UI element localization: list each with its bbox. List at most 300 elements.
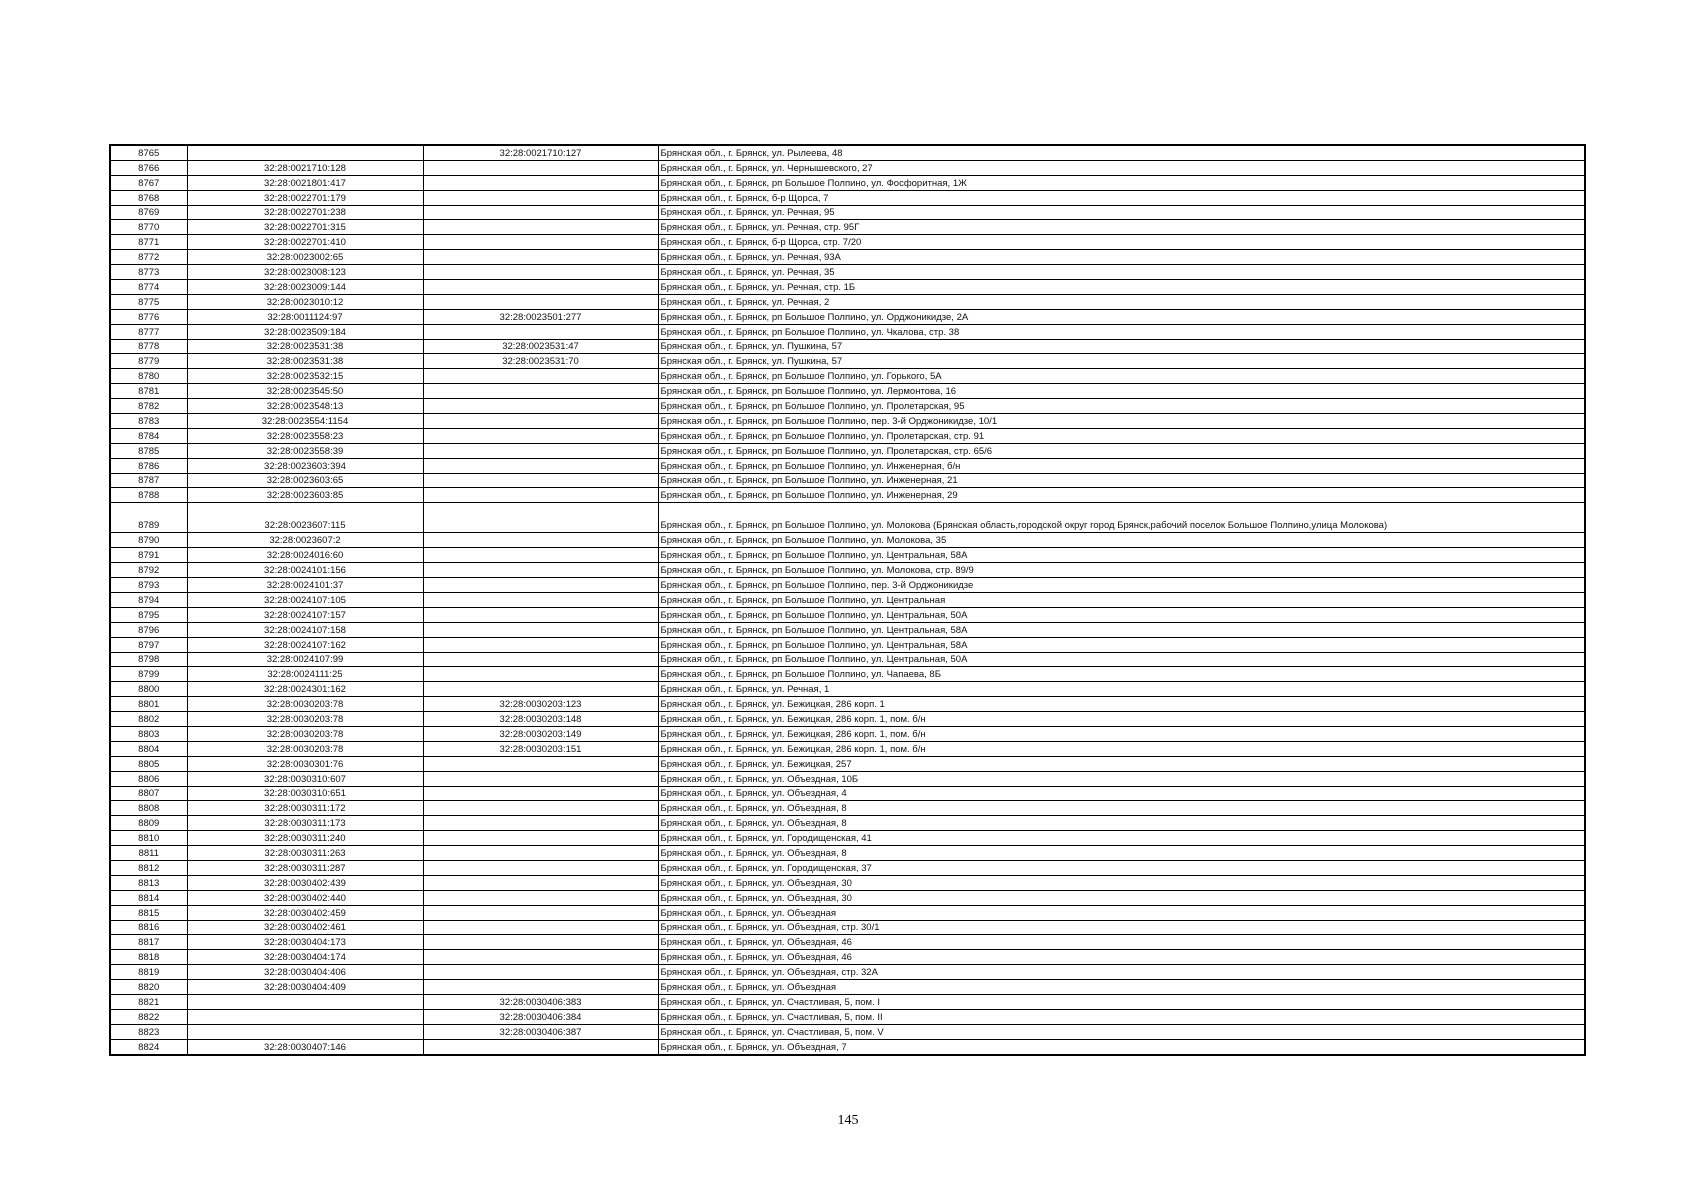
address-cell: Брянская обл., г. Брянск, ул. Чернышевского, 27 <box>658 160 1585 175</box>
building-number-cell: 32:28:0021710:127 <box>423 145 658 160</box>
row-number-cell: 8808 <box>110 801 187 816</box>
building-number-cell: 32:28:0030203:148 <box>423 712 658 727</box>
address-cell: Брянская обл., г. Брянск, рп Большое Полпино, пер. 3-й Орджоникидзе <box>658 578 1585 593</box>
address-cell: Брянская обл., г. Брянск, рп Большое Полпино, ул. Центральная, 58А <box>658 637 1585 652</box>
building-number-cell: 32:28:0023531:47 <box>423 339 658 354</box>
table-row <box>110 414 1585 429</box>
table-row <box>110 875 1585 890</box>
building-number-cell <box>423 235 658 250</box>
cadastral-number-cell: 32:28:0024101:37 <box>187 578 423 593</box>
cadastral-number-cell: 32:28:0023558:23 <box>187 428 423 443</box>
row-number-cell: 8783 <box>110 414 187 429</box>
address-cell: Брянская обл., г. Брянск, рп Большое Полпино, ул. Инженерная, 21 <box>658 473 1585 488</box>
row-number-cell: 8797 <box>110 637 187 652</box>
address-cell: Брянская обл., г. Брянск, ул. Городищенская, 37 <box>658 860 1585 875</box>
cadastral-number-cell: 32:28:0030311:172 <box>187 801 423 816</box>
cadastral-number-cell: 32:28:0030404:173 <box>187 935 423 950</box>
row-number-cell: 8804 <box>110 741 187 756</box>
cadastral-number-cell: 32:28:0011124:97 <box>187 309 423 324</box>
building-number-cell <box>423 443 658 458</box>
table-row <box>110 950 1585 965</box>
address-cell: Брянская обл., г. Брянск, ул. Объездная, 46 <box>658 935 1585 950</box>
address-cell: Брянская обл., г. Брянск, рп Большое Полпино, ул. Центральная <box>658 592 1585 607</box>
table-row <box>110 965 1585 980</box>
cadastral-number-cell: 32:28:0030311:263 <box>187 846 423 861</box>
address-cell: Брянская обл., г. Брянск, ул. Объездная <box>658 905 1585 920</box>
row-number-cell: 8780 <box>110 369 187 384</box>
building-number-cell <box>423 503 658 533</box>
address-cell: Брянская обл., г. Брянск, рп Большое Полпино, ул. Молокова, 35 <box>658 533 1585 548</box>
address-cell: Брянская обл., г. Брянск, ул. Объездная, стр. 32А <box>658 965 1585 980</box>
row-number-cell: 8769 <box>110 205 187 220</box>
cadastral-number-cell: 32:28:0023607:2 <box>187 533 423 548</box>
cadastral-number-cell: 32:28:0024107:157 <box>187 607 423 622</box>
building-number-cell <box>423 533 658 548</box>
table-row <box>110 994 1585 1009</box>
row-number-cell: 8802 <box>110 712 187 727</box>
table-row <box>110 250 1585 265</box>
cadastral-number-cell: 32:28:0023545:50 <box>187 384 423 399</box>
row-number-cell: 8775 <box>110 294 187 309</box>
row-number-cell: 8772 <box>110 250 187 265</box>
cadastral-number-cell: 32:28:0024107:162 <box>187 637 423 652</box>
table-row <box>110 1039 1585 1054</box>
row-number-cell: 8816 <box>110 920 187 935</box>
cadastral-number-cell: 32:28:0024101:156 <box>187 563 423 578</box>
row-number-cell: 8796 <box>110 622 187 637</box>
building-number-cell <box>423 250 658 265</box>
row-number-cell: 8820 <box>110 980 187 995</box>
row-number-cell: 8806 <box>110 771 187 786</box>
table-row <box>110 860 1585 875</box>
table-row <box>110 309 1585 324</box>
table-row <box>110 622 1585 637</box>
row-number-cell: 8807 <box>110 786 187 801</box>
address-cell: Брянская обл., г. Брянск, рп Большое Полпино, ул. Чкалова, стр. 38 <box>658 324 1585 339</box>
row-number-cell: 8823 <box>110 1024 187 1039</box>
cadastral-number-cell: 32:28:0030301:76 <box>187 756 423 771</box>
row-number-cell: 8777 <box>110 324 187 339</box>
address-cell: Брянская обл., г. Брянск, ул. Бежицкая, 286 корп. 1, пом. б/н <box>658 741 1585 756</box>
address-cell: Брянская обл., г. Брянск, ул. Объездная, 8 <box>658 846 1585 861</box>
row-number-cell: 8819 <box>110 965 187 980</box>
cadastral-number-cell <box>187 1024 423 1039</box>
cadastral-number-cell: 32:28:0030402:439 <box>187 875 423 890</box>
row-number-cell: 8785 <box>110 443 187 458</box>
building-number-cell <box>423 175 658 190</box>
cadastral-number-cell <box>187 145 423 160</box>
address-cell: Брянская обл., г. Брянск, ул. Объездная, 8 <box>658 816 1585 831</box>
table-row <box>110 831 1585 846</box>
row-number-cell: 8767 <box>110 175 187 190</box>
table-row <box>110 369 1585 384</box>
table-row <box>110 667 1585 682</box>
cadastral-number-cell: 32:28:0022701:238 <box>187 205 423 220</box>
table-row <box>110 682 1585 697</box>
row-number-cell: 8817 <box>110 935 187 950</box>
table-row <box>110 265 1585 280</box>
address-cell: Брянская обл., г. Брянск, ул. Счастливая, 5, пом. I <box>658 994 1585 1009</box>
table-row <box>110 145 1585 160</box>
address-cell: Брянская обл., г. Брянск, ул. Речная, 93А <box>658 250 1585 265</box>
cadastral-number-cell: 32:28:0023509:184 <box>187 324 423 339</box>
row-number-cell: 8821 <box>110 994 187 1009</box>
cadastral-number-cell: 32:28:0023558:39 <box>187 443 423 458</box>
building-number-cell <box>423 458 658 473</box>
cadastral-number-cell: 32:28:0030402:461 <box>187 920 423 935</box>
building-number-cell <box>423 950 658 965</box>
address-cell: Брянская обл., г. Брянск, рп Большое Полпино, ул. Центральная, 58А <box>658 622 1585 637</box>
building-number-cell <box>423 756 658 771</box>
row-number-cell: 8784 <box>110 428 187 443</box>
cadastral-number-cell: 32:28:0030310:651 <box>187 786 423 801</box>
address-cell: Брянская обл., г. Брянск, ул. Счастливая, 5, пом. V <box>658 1024 1585 1039</box>
address-cell: Брянская обл., г. Брянск, ул. Объездная, 30 <box>658 875 1585 890</box>
address-cell: Брянская обл., г. Брянск, рп Большое Полпино, ул. Горького, 5А <box>658 369 1585 384</box>
row-number-cell: 8787 <box>110 473 187 488</box>
address-cell: Брянская обл., г. Брянск, рп Большое Полпино, ул. Инженерная, 29 <box>658 488 1585 503</box>
building-number-cell <box>423 846 658 861</box>
cadastral-number-cell: 32:28:0023603:394 <box>187 458 423 473</box>
row-number-cell: 8812 <box>110 860 187 875</box>
table-row <box>110 980 1585 995</box>
table-row <box>110 294 1585 309</box>
address-cell: Брянская обл., г. Брянск, ул. Речная, 95 <box>658 205 1585 220</box>
table-row <box>110 443 1585 458</box>
cadastral-number-cell: 32:28:0024107:105 <box>187 592 423 607</box>
table-row <box>110 637 1585 652</box>
address-cell: Брянская обл., г. Брянск, рп Большое Полпино, ул. Инженерная, б/н <box>658 458 1585 473</box>
address-cell: Брянская обл., г. Брянск, рп Большое Полпино, ул. Центральная, 50А <box>658 652 1585 667</box>
cadastral-number-cell: 32:28:0023002:65 <box>187 250 423 265</box>
row-number-cell: 8799 <box>110 667 187 682</box>
address-cell: Брянская обл., г. Брянск, рп Большое Полпино, ул. Орджоникидзе, 2А <box>658 309 1585 324</box>
address-cell: Брянская обл., г. Брянск, ул. Счастливая, 5, пом. II <box>658 1009 1585 1024</box>
table-row <box>110 726 1585 741</box>
row-number-cell: 8803 <box>110 726 187 741</box>
row-number-cell: 8771 <box>110 235 187 250</box>
cadastral-number-cell: 32:28:0024301:162 <box>187 682 423 697</box>
building-number-cell <box>423 816 658 831</box>
table-row <box>110 1024 1585 1039</box>
address-cell: Брянская обл., г. Брянск, ул. Объездная, 8 <box>658 801 1585 816</box>
building-number-cell: 32:28:0030203:151 <box>423 741 658 756</box>
row-number-cell: 8786 <box>110 458 187 473</box>
row-number-cell: 8766 <box>110 160 187 175</box>
building-number-cell <box>423 771 658 786</box>
cadastral-number-cell: 32:28:0030203:78 <box>187 697 423 712</box>
address-cell: Брянская обл., г. Брянск, рп Большое Полпино, ул. Пролетарская, 95 <box>658 399 1585 414</box>
table-row <box>110 697 1585 712</box>
table-row <box>110 190 1585 205</box>
building-number-cell <box>423 294 658 309</box>
table-row <box>110 846 1585 861</box>
building-number-cell <box>423 324 658 339</box>
row-number-cell: 8782 <box>110 399 187 414</box>
building-number-cell <box>423 414 658 429</box>
table-row <box>110 816 1585 831</box>
cadastral-number-cell: 32:28:0030311:173 <box>187 816 423 831</box>
table-row <box>110 458 1585 473</box>
cadastral-number-cell: 32:28:0030402:440 <box>187 890 423 905</box>
address-cell: Брянская обл., г. Брянск, ул. Пушкина, 57 <box>658 339 1585 354</box>
cadastral-number-cell: 32:28:0030402:459 <box>187 905 423 920</box>
building-number-cell <box>423 563 658 578</box>
cadastral-number-cell: 32:28:0030404:174 <box>187 950 423 965</box>
address-cell: Брянская обл., г. Брянск, ул. Бежицкая, 286 корп. 1, пом. б/н <box>658 726 1585 741</box>
address-cell: Брянская обл., г. Брянск, б-р Щорса, 7 <box>658 190 1585 205</box>
table-row <box>110 399 1585 414</box>
building-number-cell <box>423 980 658 995</box>
building-number-cell <box>423 920 658 935</box>
cadastral-number-cell: 32:28:0022701:179 <box>187 190 423 205</box>
building-number-cell <box>423 801 658 816</box>
cadastral-number-cell: 32:28:0030311:287 <box>187 860 423 875</box>
table-row <box>110 771 1585 786</box>
address-cell: Брянская обл., г. Брянск, ул. Объездная, 10Б <box>658 771 1585 786</box>
building-number-cell: 32:28:0030203:123 <box>423 697 658 712</box>
row-number-cell: 8781 <box>110 384 187 399</box>
address-cell: Брянская обл., г. Брянск, ул. Речная, 1 <box>658 682 1585 697</box>
row-number-cell: 8774 <box>110 280 187 295</box>
building-number-cell: 32:28:0030203:149 <box>423 726 658 741</box>
building-number-cell <box>423 786 658 801</box>
table-row <box>110 592 1585 607</box>
building-number-cell <box>423 473 658 488</box>
page-number: 145 <box>837 1113 859 1128</box>
building-number-cell <box>423 265 658 280</box>
cadastral-number-cell: 32:28:0021801:417 <box>187 175 423 190</box>
row-number-cell: 8788 <box>110 488 187 503</box>
row-number-cell: 8795 <box>110 607 187 622</box>
row-number-cell: 8811 <box>110 846 187 861</box>
address-cell: Брянская обл., г. Брянск, ул. Речная, стр. 1Б <box>658 280 1585 295</box>
cadastral-number-cell: 32:28:0030311:240 <box>187 831 423 846</box>
building-number-cell <box>423 488 658 503</box>
row-number-cell: 8805 <box>110 756 187 771</box>
table-row <box>110 339 1585 354</box>
table-row <box>110 801 1585 816</box>
address-cell: Брянская обл., г. Брянск, ул. Речная, 35 <box>658 265 1585 280</box>
address-cell: Брянская обл., г. Брянск, рп Большое Полпино, пер. 3-й Орджоникидзе, 10/1 <box>658 414 1585 429</box>
building-number-cell <box>423 667 658 682</box>
table-body <box>110 145 1585 1055</box>
cadastral-table <box>109 144 1586 1056</box>
address-cell: Брянская обл., г. Брянск, ул. Рылеева, 48 <box>658 145 1585 160</box>
table-row <box>110 920 1585 935</box>
address-cell: Брянская обл., г. Брянск, ул. Речная, 2 <box>658 294 1585 309</box>
table-row <box>110 503 1585 533</box>
address-cell: Брянская обл., г. Брянск, рп Большое Полпино, ул. Молокова, стр. 89/9 <box>658 563 1585 578</box>
building-number-cell <box>423 890 658 905</box>
address-cell: Брянская обл., г. Брянск, ул. Пушкина, 57 <box>658 354 1585 369</box>
building-number-cell <box>423 369 658 384</box>
cadastral-number-cell: 32:28:0023548:13 <box>187 399 423 414</box>
cadastral-number-cell: 32:28:0030407:146 <box>187 1039 423 1054</box>
building-number-cell <box>423 965 658 980</box>
table-row <box>110 712 1585 727</box>
row-number-cell: 8822 <box>110 1009 187 1024</box>
table-row <box>110 473 1585 488</box>
cadastral-number-cell <box>187 1009 423 1024</box>
building-number-cell <box>423 875 658 890</box>
cadastral-number-cell: 32:28:0023531:38 <box>187 339 423 354</box>
building-number-cell <box>423 652 658 667</box>
building-number-cell <box>423 935 658 950</box>
building-number-cell <box>423 428 658 443</box>
table-row <box>110 563 1585 578</box>
table-row <box>110 354 1585 369</box>
table-row <box>110 235 1585 250</box>
cadastral-number-cell: 32:28:0023607:115 <box>187 503 423 533</box>
building-number-cell <box>423 905 658 920</box>
cadastral-number-cell: 32:28:0030203:78 <box>187 726 423 741</box>
cadastral-number-cell: 32:28:0023603:65 <box>187 473 423 488</box>
address-cell: Брянская обл., г. Брянск, ул. Речная, стр. 95Г <box>658 220 1585 235</box>
row-number-cell: 8770 <box>110 220 187 235</box>
building-number-cell: 32:28:0030406:387 <box>423 1024 658 1039</box>
table-row <box>110 890 1585 905</box>
table-row <box>110 935 1585 950</box>
row-number-cell: 8773 <box>110 265 187 280</box>
building-number-cell <box>423 682 658 697</box>
building-number-cell <box>423 592 658 607</box>
cadastral-number-cell: 32:28:0023008:123 <box>187 265 423 280</box>
row-number-cell: 8815 <box>110 905 187 920</box>
table-row <box>110 1009 1585 1024</box>
address-cell: Брянская обл., г. Брянск, рп Большое Полпино, ул. Пролетарская, стр. 65/6 <box>658 443 1585 458</box>
row-number-cell: 8765 <box>110 145 187 160</box>
address-cell: Брянская обл., г. Брянск, рп Большое Полпино, ул. Чапаева, 8Б <box>658 667 1585 682</box>
building-number-cell <box>423 280 658 295</box>
building-number-cell <box>423 607 658 622</box>
address-cell: Брянская обл., г. Брянск, ул. Объездная, 46 <box>658 950 1585 965</box>
building-number-cell <box>423 384 658 399</box>
building-number-cell <box>423 860 658 875</box>
cadastral-number-cell: 32:28:0023009:144 <box>187 280 423 295</box>
cadastral-number-cell: 32:28:0023554:1154 <box>187 414 423 429</box>
building-number-cell <box>423 637 658 652</box>
address-cell: Брянская обл., г. Брянск, ул. Объездная <box>658 980 1585 995</box>
cadastral-number-cell: 32:28:0023531:38 <box>187 354 423 369</box>
table-row <box>110 786 1585 801</box>
building-number-cell: 32:28:0023501:277 <box>423 309 658 324</box>
address-cell: Брянская обл., г. Брянск, рп Большое Полпино, ул. Лермонтова, 16 <box>658 384 1585 399</box>
table-row <box>110 324 1585 339</box>
cadastral-number-cell: 32:28:0023010:12 <box>187 294 423 309</box>
row-number-cell: 8798 <box>110 652 187 667</box>
row-number-cell: 8814 <box>110 890 187 905</box>
row-number-cell: 8818 <box>110 950 187 965</box>
row-number-cell: 8778 <box>110 339 187 354</box>
table-row <box>110 548 1585 563</box>
table-row <box>110 160 1585 175</box>
row-number-cell: 8776 <box>110 309 187 324</box>
table-row <box>110 652 1585 667</box>
address-cell: Брянская обл., г. Брянск, рп Большое Полпино, ул. Центральная, 50А <box>658 607 1585 622</box>
address-cell: Брянская обл., г. Брянск, рп Большое Полпино, ул. Центральная, 58А <box>658 548 1585 563</box>
building-number-cell <box>423 205 658 220</box>
address-cell: Брянская обл., г. Брянск, ул. Объездная, 30 <box>658 890 1585 905</box>
address-cell: Брянская обл., г. Брянск, ул. Объездная, 7 <box>658 1039 1585 1054</box>
row-number-cell: 8813 <box>110 875 187 890</box>
table-row <box>110 175 1585 190</box>
building-number-cell <box>423 190 658 205</box>
row-number-cell: 8810 <box>110 831 187 846</box>
address-cell: Брянская обл., г. Брянск, б-р Щорса, стр. 7/20 <box>658 235 1585 250</box>
cadastral-number-cell: 32:28:0021710:128 <box>187 160 423 175</box>
address-cell: Брянская обл., г. Брянск, ул. Бежицкая, 286 корп. 1, пом. б/н <box>658 712 1585 727</box>
cadastral-number-cell: 32:28:0023532:15 <box>187 369 423 384</box>
row-number-cell: 8800 <box>110 682 187 697</box>
address-cell: Брянская обл., г. Брянск, ул. Городищенская, 41 <box>658 831 1585 846</box>
building-number-cell <box>423 160 658 175</box>
building-number-cell <box>423 220 658 235</box>
building-number-cell: 32:28:0023531:70 <box>423 354 658 369</box>
row-number-cell: 8779 <box>110 354 187 369</box>
cadastral-number-cell <box>187 994 423 1009</box>
cadastral-number-cell: 32:28:0022701:410 <box>187 235 423 250</box>
building-number-cell <box>423 1039 658 1054</box>
cadastral-number-cell: 32:28:0024111:25 <box>187 667 423 682</box>
address-cell: Брянская обл., г. Брянск, ул. Бежицкая, 286 корп. 1 <box>658 697 1585 712</box>
building-number-cell: 32:28:0030406:383 <box>423 994 658 1009</box>
cadastral-number-cell: 32:28:0024107:99 <box>187 652 423 667</box>
row-number-cell: 8791 <box>110 548 187 563</box>
building-number-cell <box>423 831 658 846</box>
address-cell: Брянская обл., г. Брянск, ул. Бежицкая, 257 <box>658 756 1585 771</box>
row-number-cell: 8794 <box>110 592 187 607</box>
table-row <box>110 578 1585 593</box>
row-number-cell: 8790 <box>110 533 187 548</box>
cadastral-number-cell: 32:28:0023603:85 <box>187 488 423 503</box>
building-number-cell <box>423 622 658 637</box>
cadastral-number-cell: 32:28:0030203:78 <box>187 712 423 727</box>
building-number-cell <box>423 548 658 563</box>
cadastral-number-cell: 32:28:0030310:607 <box>187 771 423 786</box>
table-row <box>110 488 1585 503</box>
table-row <box>110 205 1585 220</box>
table-row <box>110 280 1585 295</box>
cadastral-number-cell: 32:28:0030404:406 <box>187 965 423 980</box>
table-row <box>110 428 1585 443</box>
row-number-cell: 8793 <box>110 578 187 593</box>
row-number-cell: 8824 <box>110 1039 187 1054</box>
cadastral-number-cell: 32:28:0022701:315 <box>187 220 423 235</box>
row-number-cell: 8809 <box>110 816 187 831</box>
address-cell: Брянская обл., г. Брянск, ул. Объездная, стр. 30/1 <box>658 920 1585 935</box>
cadastral-number-cell: 32:28:0024107:158 <box>187 622 423 637</box>
table-row <box>110 533 1585 548</box>
address-cell: Брянская обл., г. Брянск, рп Большое Полпино, ул. Фосфоритная, 1Ж <box>658 175 1585 190</box>
row-number-cell: 8768 <box>110 190 187 205</box>
table-row <box>110 741 1585 756</box>
table-row <box>110 384 1585 399</box>
row-number-cell: 8801 <box>110 697 187 712</box>
address-cell: Брянская обл., г. Брянск, рп Большое Полпино, ул. Молокова (Брянская область,городской округ город Брянск,рабочий поселок Большое Полпино,улица Молокова) <box>658 503 1585 533</box>
table-row <box>110 905 1585 920</box>
address-cell: Брянская обл., г. Брянск, рп Большое Полпино, ул. Пролетарская, стр. 91 <box>658 428 1585 443</box>
building-number-cell: 32:28:0030406:384 <box>423 1009 658 1024</box>
address-cell: Брянская обл., г. Брянск, ул. Объездная, 4 <box>658 786 1585 801</box>
row-number-cell: 8789 <box>110 503 187 533</box>
cadastral-number-cell: 32:28:0030203:78 <box>187 741 423 756</box>
table-row <box>110 607 1585 622</box>
table-row <box>110 220 1585 235</box>
building-number-cell <box>423 578 658 593</box>
cadastral-number-cell: 32:28:0030404:409 <box>187 980 423 995</box>
table-row <box>110 756 1585 771</box>
